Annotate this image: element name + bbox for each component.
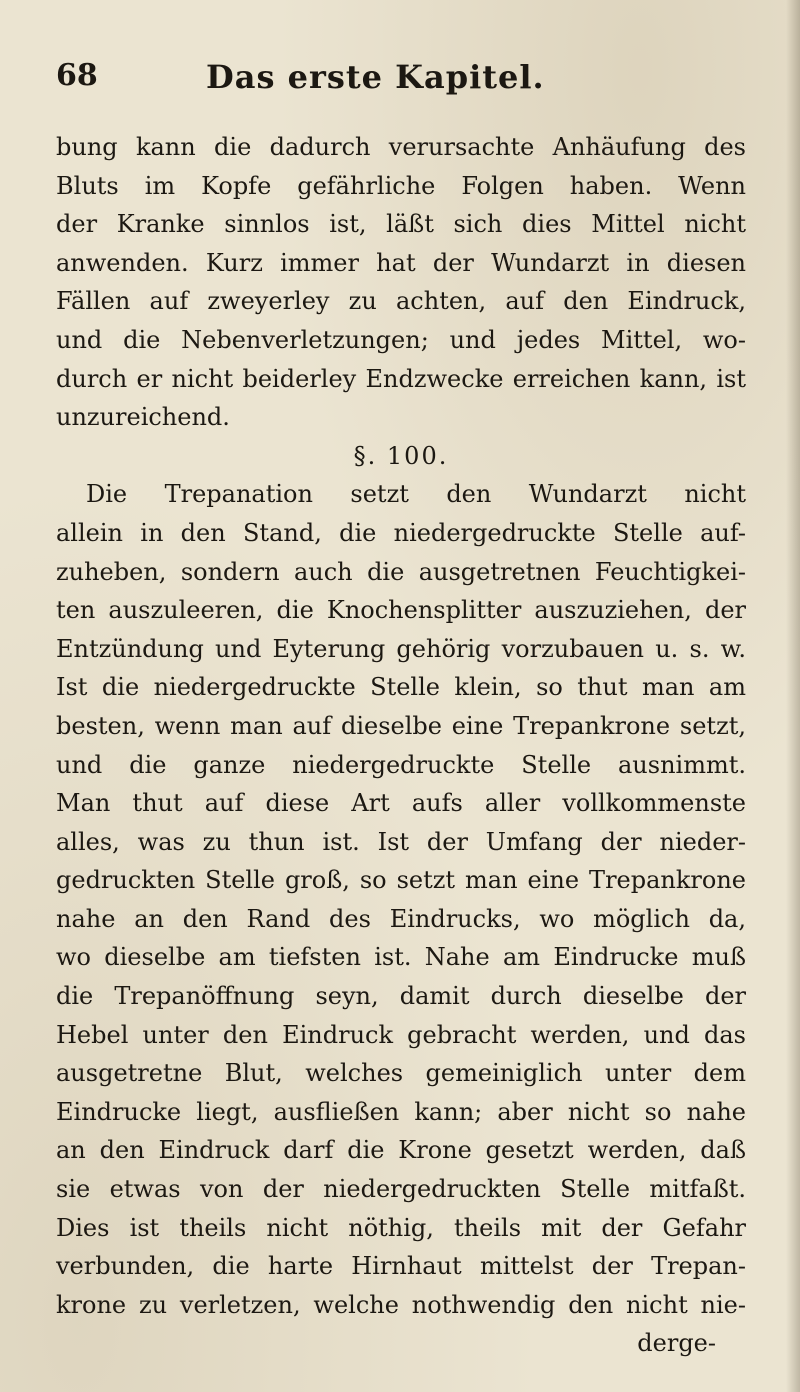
text-line: krone zu verletzen, welche nothwendig den nicht nie- — [56, 1290, 746, 1319]
text-line: Eindrucke liegt, ausfließen kann; aber nicht so nahe — [56, 1097, 746, 1126]
text-line: alles, was zu thun ist. Ist der Umfang der nieder- — [56, 827, 746, 856]
body-text — [56, 128, 746, 1363]
page-edge-shadow — [786, 0, 800, 1392]
text-line: besten, wenn man auf dieselbe eine Trepankrone setzt, — [56, 711, 746, 740]
text-line: durch er nicht beiderley Endzwecke erreichen kann, ist — [56, 364, 746, 393]
text-line: Fällen auf zweyerley zu achten, auf den Eindruck, — [56, 287, 746, 316]
text-line: nahe an den Rand des Eindrucks, wo möglich da, — [56, 904, 746, 933]
text-line: allein in den Stand, die niedergedruckte Stelle auf- — [56, 518, 746, 547]
text-line: Ist die niedergedruckte Stelle klein, so thut man am — [56, 673, 746, 702]
text-line: Die Trepanation setzt den Wundarzt nicht — [86, 480, 746, 509]
text-line: und die ganze niedergedruckte Stelle ausnimmt. — [56, 750, 746, 779]
text-line: anwenden. Kurz immer hat der Wundarzt in diesen — [56, 248, 746, 277]
text-line: die Trepanöffnung seyn, damit durch dieselbe der — [56, 982, 746, 1011]
text-line: Bluts im Kopfe gefährliche Folgen haben. Wenn — [56, 171, 746, 200]
text-line: Hebel unter den Eindruck gebracht werden, und das — [56, 1020, 746, 1049]
text-line: bung kann die dadurch verursachte Anhäufung des — [56, 133, 746, 161]
text-line: Man thut auf diese Art aufs aller vollkommenste — [56, 789, 746, 818]
text-line: gedruckten Stelle groß, so setzt man eine Trepankrone — [56, 866, 746, 895]
text-line: ausgetretne Blut, welches gemeiniglich unter dem — [56, 1059, 746, 1088]
text-line: und die Nebenverletzungen; und jedes Mittel, wo- — [56, 325, 746, 354]
page-number: 68 — [56, 58, 98, 93]
text-line: unzureichend. — [56, 403, 230, 432]
text-line: sie etwas von der niedergedruckten Stelle mitfaßt. — [56, 1175, 746, 1204]
text-line: Entzündung und Eyterung gehörig vorzubauen u. s. w. — [56, 634, 746, 663]
catchword: derge- — [637, 1329, 716, 1358]
text-line: verbunden, die harte Hirnhaut mittelst der Trepan- — [56, 1252, 746, 1281]
section-number: §. 100. — [353, 441, 449, 470]
page-header — [56, 58, 746, 108]
text-line: der Kranke sinnlos ist, läßt sich dies Mittel nicht — [56, 210, 746, 239]
text-line: ten auszuleeren, die Knochensplitter auszuziehen, der — [56, 596, 746, 625]
text-line: Dies ist theils nicht nöthig, theils mit der Gefahr — [56, 1213, 746, 1242]
text-line: an den Eindruck darf die Krone gesetzt werden, daß — [56, 1136, 746, 1165]
text-line: zuheben, sondern auch die ausgetretnen Feuchtigkei- — [56, 557, 746, 586]
text-line: wo dieselbe am tiefsten ist. Nahe am Eindrucke muß — [56, 943, 746, 972]
running-head: Das erste Kapitel. — [206, 58, 545, 96]
